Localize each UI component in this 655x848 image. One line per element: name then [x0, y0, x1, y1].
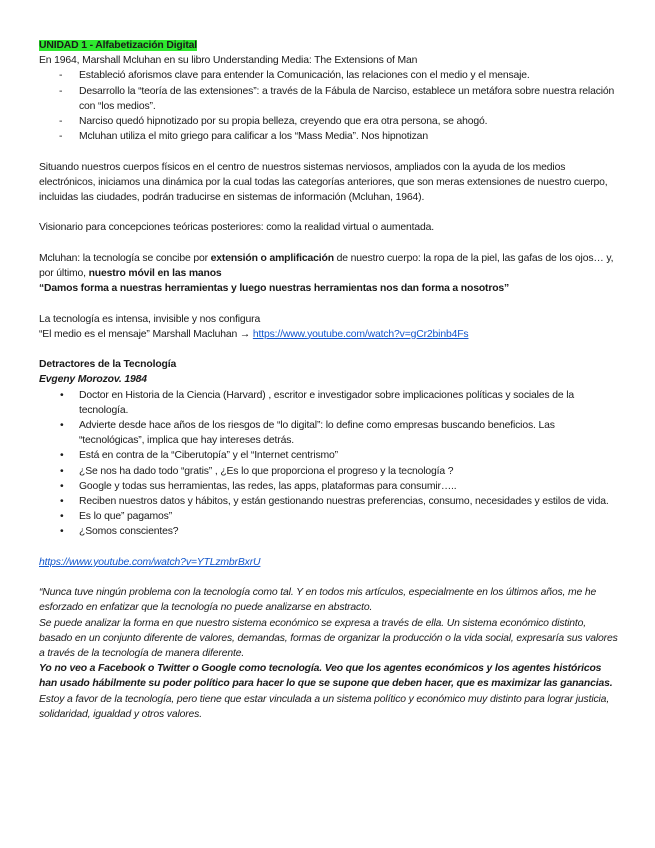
- list-item: • Google y todas sus herramientas, las redes, las apps, plataformas para consumir…..: [39, 479, 619, 494]
- bullet-icon: •: [60, 420, 64, 431]
- list-item: • Reciben nuestros datos y hábitos, y están gestionando nuestras preferencias, consumo, necesidades y estilos de vida.: [39, 494, 619, 509]
- detractors-list: [39, 388, 619, 540]
- intro-list: [39, 68, 619, 144]
- morozov-quote: [39, 585, 619, 722]
- list-item: • Está en contra de la “Ciberutopía” y el “Internet centrismo”: [39, 448, 619, 463]
- youtube-link-2[interactable]: https://www.youtube.com/watch?v=YTLzmbrBxrU: [39, 556, 261, 568]
- bullet-icon: •: [60, 496, 64, 508]
- section-title: UNIDAD 1 - Alfabetización Digital: [39, 40, 198, 51]
- list-item: • Es lo que” pagamos”: [39, 509, 619, 524]
- list-item: - Narciso quedó hipnotizado por su propia belleza, creyendo que era otra persona, se ahogó.: [39, 114, 619, 129]
- youtube-link-2-line: [39, 555, 619, 570]
- paragraph-visionary: Visionario para concepciones teóricas posteriores: como la realidad virtual o aumentada.: [39, 222, 434, 234]
- youtube-link[interactable]: https://www.youtube.com/watch?v=gCr2binb4Fs: [252, 328, 469, 340]
- paragraph-extensions: Situando nuestros cuerpos físicos en el centro de nuestros sistemas nerviosos, ampliados con la ayuda de los medios electrónicos, iniciamos una dinámica por la cual todas las categorías anteriores, que son meras extensiones de nuestro cuerpo, incluidas las ciudades, podrán traducirse en sistemas de información (Mcluhan, 1964).: [39, 161, 608, 204]
- dash-bullet: -: [59, 131, 63, 143]
- list-item: • ¿Se nos ha dado todo “gratis” , ¿Es lo que proporciona el progreso y la tecnología ?: [39, 464, 619, 479]
- bullet-icon: •: [60, 465, 64, 477]
- quote-paragraph: Estoy a favor de la tecnología, pero tiene que estar vinculada a un sistema político y económico muy distinto para lograr justicia, solidaridad, igualdad y otros valores.: [39, 693, 610, 720]
- bullet-icon: •: [60, 526, 64, 538]
- dash-bullet: -: [59, 70, 63, 82]
- quote-paragraph-bold: Yo no veo a Facebook o Twitter o Google como tecnología. Veo que los agentes económicos y los agentes históricos han usado hábilmente su poder político para hacer lo que se supone que deben hacer, que es maximizar las ganancias.: [39, 663, 613, 690]
- paragraph-technology-extension: Mcluhan: la tecnología se concibe por extensión o amplificación de nuestro cuerpo: la ropa de la piel, las gafas de los ojos… y, por último, nuestro móvil en las manos: [39, 252, 614, 279]
- bullet-icon: •: [60, 389, 64, 401]
- quote-paragraph: Se puede analizar la forma en que nuestro sistema económico se expresa a través de ella. Un sistema económico distinto, basado en un conjunto diferente de valores, demandas, formas de organizar la producción o la vida social, expresaría sus valores a través de la tecnología de manera diferente.: [39, 617, 618, 660]
- list-item: • ¿Somos conscientes?: [39, 524, 619, 539]
- section-title-line: [39, 38, 619, 53]
- list-item: - Estableció aforismos clave para entender la Comunicación, las relaciones con el medio y el mensaje.: [39, 68, 619, 83]
- medium-message-line: “El medio es el mensaje” Marshall Macluhan → https://www.youtube.com/watch?v=gCr2binb4Fs: [39, 328, 469, 340]
- list-item: • Doctor en Historia de la Ciencia (Harvard) , escritor e investigador sobre implicaciones políticas y sociales de la tecnología.: [60, 389, 574, 416]
- dash-bullet: -: [59, 116, 63, 128]
- list-item: • Advierte desde hace años de los riesgos de “lo digital”: lo define como empresas buscando beneficios. Las “tecnológicas”, implica que hay intereses detrás.: [60, 420, 555, 447]
- dash-bullet: -: [59, 85, 63, 97]
- document-body: [39, 38, 619, 722]
- detractors-heading: Detractores de la Tecnología: [39, 359, 177, 371]
- bullet-icon: •: [60, 480, 64, 492]
- tools-quote: “Damos forma a nuestras herramientas y luego nuestras herramientas nos dan forma a nosotros”: [39, 283, 510, 295]
- list-item: - Desarrollo la “teoría de las extensiones”: a través de la Fábula de Narciso, establece un metáfora sobre nuestra relación con “los medios”.: [59, 85, 615, 112]
- intro-line: En 1964, Marshall Mcluhan en su libro Understanding Media: The Extensions of Man: [39, 55, 418, 67]
- quote-paragraph: “Nunca tuve ningún problema con la tecnología como tal. Y en todos mis artículos, especialmente en los últimos años, me he esforzado en enfatizar que la tecnología no puede analizarse en abstracto.: [39, 587, 597, 614]
- technology-intense-line: La tecnología es intensa, invisible y nos configura: [39, 313, 261, 325]
- bullet-icon: •: [60, 450, 64, 462]
- detractors-author: Evgeny Morozov. 1984: [39, 374, 147, 386]
- bullet-icon: •: [60, 511, 64, 523]
- list-item: - Mcluhan utiliza el mito griego para calificar a los “Mass Media”. Nos hipnotizan: [39, 129, 619, 144]
